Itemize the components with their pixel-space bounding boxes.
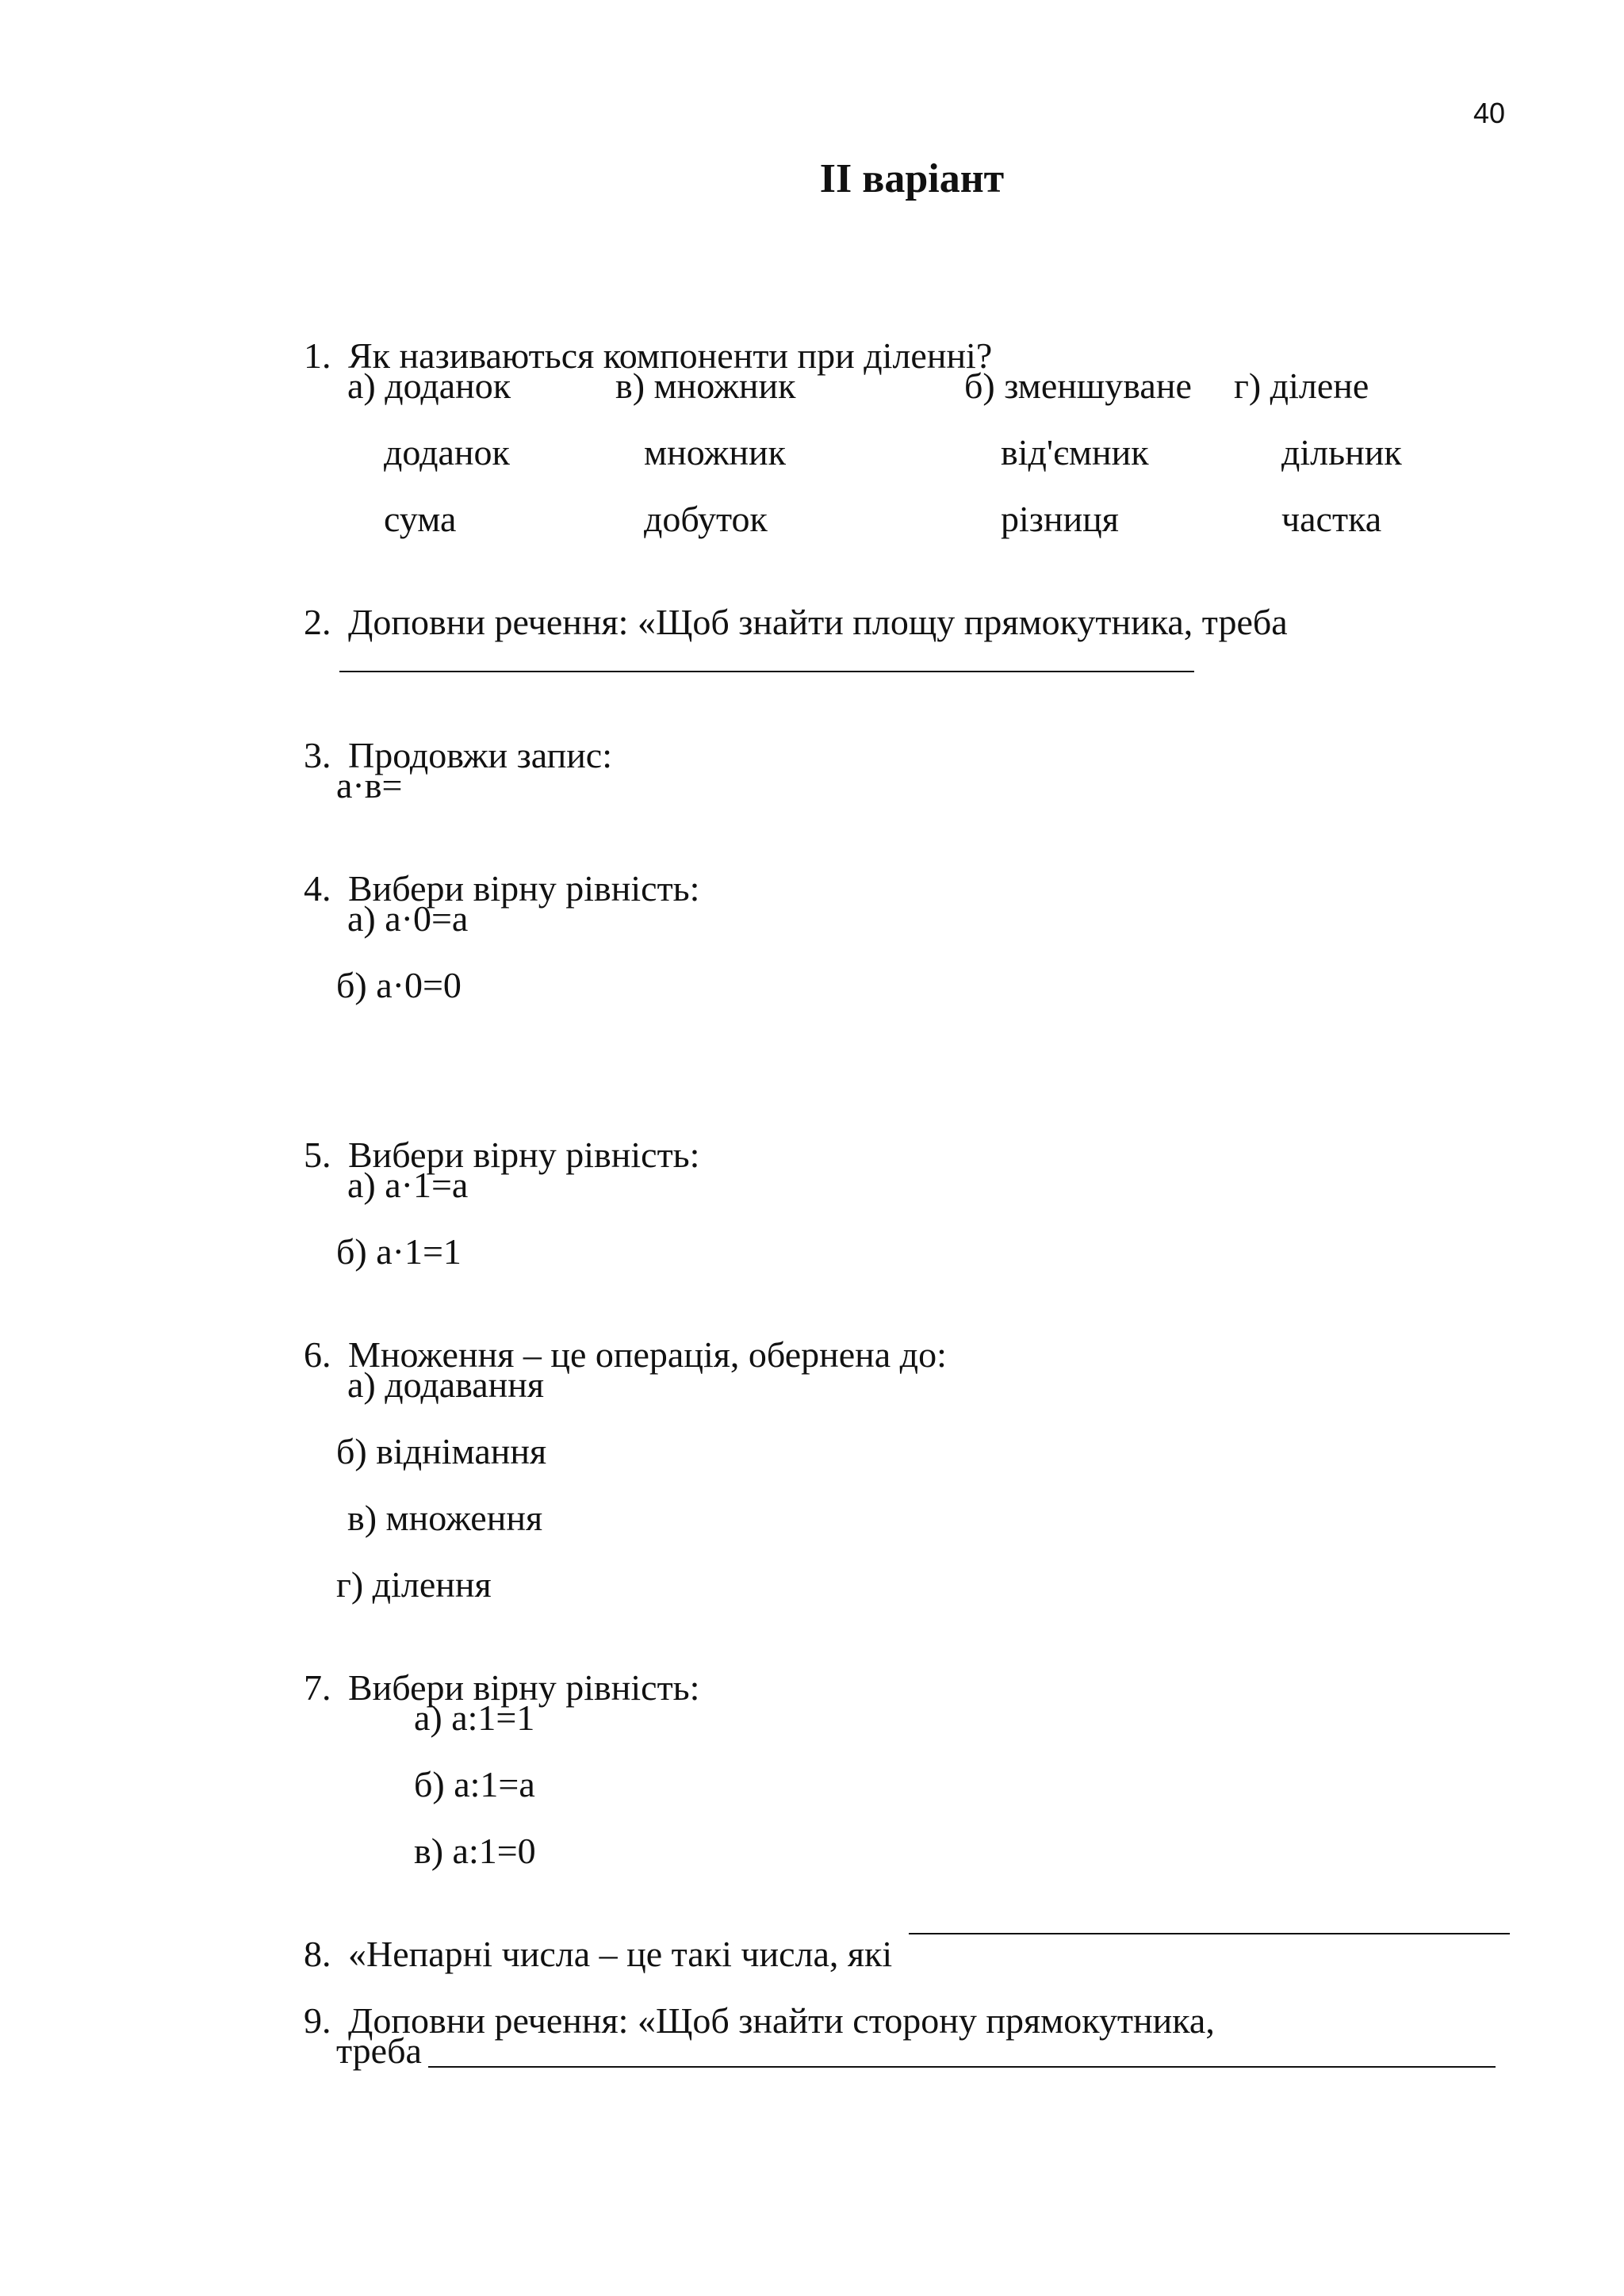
option-b: б) а·0=0 [336, 965, 462, 1005]
option-col-a-row2: сума [384, 499, 457, 539]
page-number: 40 [1473, 97, 1506, 129]
option-col-a-head: а) доданок [347, 365, 511, 406]
question-text: Доповни речення: «Щоб знайти сторону прямокутника, [348, 2000, 1215, 2041]
option-a: а) а·0=а [347, 898, 469, 939]
question-text: Вибери вірну рівність: [348, 1135, 700, 1175]
question-1 [285, 301, 992, 374]
option-col-b-row2: різниця [1001, 499, 1119, 539]
option-b: б) а·1=1 [336, 1231, 462, 1272]
question-number: 9. [304, 2000, 331, 2041]
answer-blank-9[interactable] [428, 2066, 1496, 2068]
answer-blank-8[interactable] [909, 1933, 1510, 1934]
question-text: Як називаються компоненти при діленні? [348, 335, 993, 376]
option-col-g-head: г) ділене [1234, 365, 1369, 406]
option-col-a-row1: доданок [384, 432, 510, 473]
question-3 [285, 701, 612, 774]
option-a: а) а:1=1 [414, 1697, 535, 1738]
question-text: Вибери вірну рівність: [348, 1667, 700, 1708]
question-text: Вибери вірну рівність: [348, 868, 700, 909]
option-g: г) ділення [336, 1564, 492, 1605]
question-text: Продовжи запис: [348, 735, 613, 775]
question-number: 6. [304, 1334, 331, 1375]
page-title: II варіант [819, 156, 1005, 201]
option-col-v-head: в) множник [615, 365, 796, 406]
option-col-v-row1: множник [644, 432, 786, 473]
question-4 [285, 834, 699, 907]
option-v: в) а:1=0 [414, 1831, 536, 1871]
option-a: а) а·1=а [347, 1165, 469, 1205]
question-7 [285, 1633, 699, 1706]
question-number: 7. [304, 1667, 331, 1708]
question-5 [285, 1100, 699, 1173]
option-b: б) віднімання [336, 1431, 547, 1471]
answer-blank-2[interactable] [339, 671, 1194, 672]
question-text: «Непарні числа – це такі числа, які [348, 1934, 893, 1974]
question-9-continuation: треба [336, 2030, 422, 2071]
question-2 [285, 568, 1288, 641]
question-6 [285, 1300, 947, 1373]
question-9 [285, 1966, 1215, 2039]
question-8 [285, 1900, 892, 1973]
question-number: 8. [304, 1934, 331, 1974]
option-col-g-row2: частка [1281, 499, 1382, 539]
option-col-b-head: б) зменшуване [964, 365, 1192, 406]
question-number: 2. [304, 602, 331, 642]
option-b: б) а:1=а [414, 1764, 535, 1804]
option-col-v-row2: добуток [644, 499, 768, 539]
question-number: 4. [304, 868, 331, 909]
question-3-expression: а·в= [336, 765, 403, 806]
question-text: Доповни речення: «Щоб знайти площу прямокутника, треба [348, 602, 1288, 642]
question-text: Множення – це операція, обернена до: [348, 1334, 947, 1375]
question-number: 3. [304, 735, 331, 775]
option-col-b-row1: від'ємник [1001, 432, 1149, 473]
option-v: в) множення [347, 1498, 543, 1538]
question-number: 1. [304, 335, 331, 376]
option-col-g-row1: дільник [1281, 432, 1402, 473]
question-number: 5. [304, 1135, 331, 1175]
option-a: а) додавання [347, 1364, 545, 1405]
